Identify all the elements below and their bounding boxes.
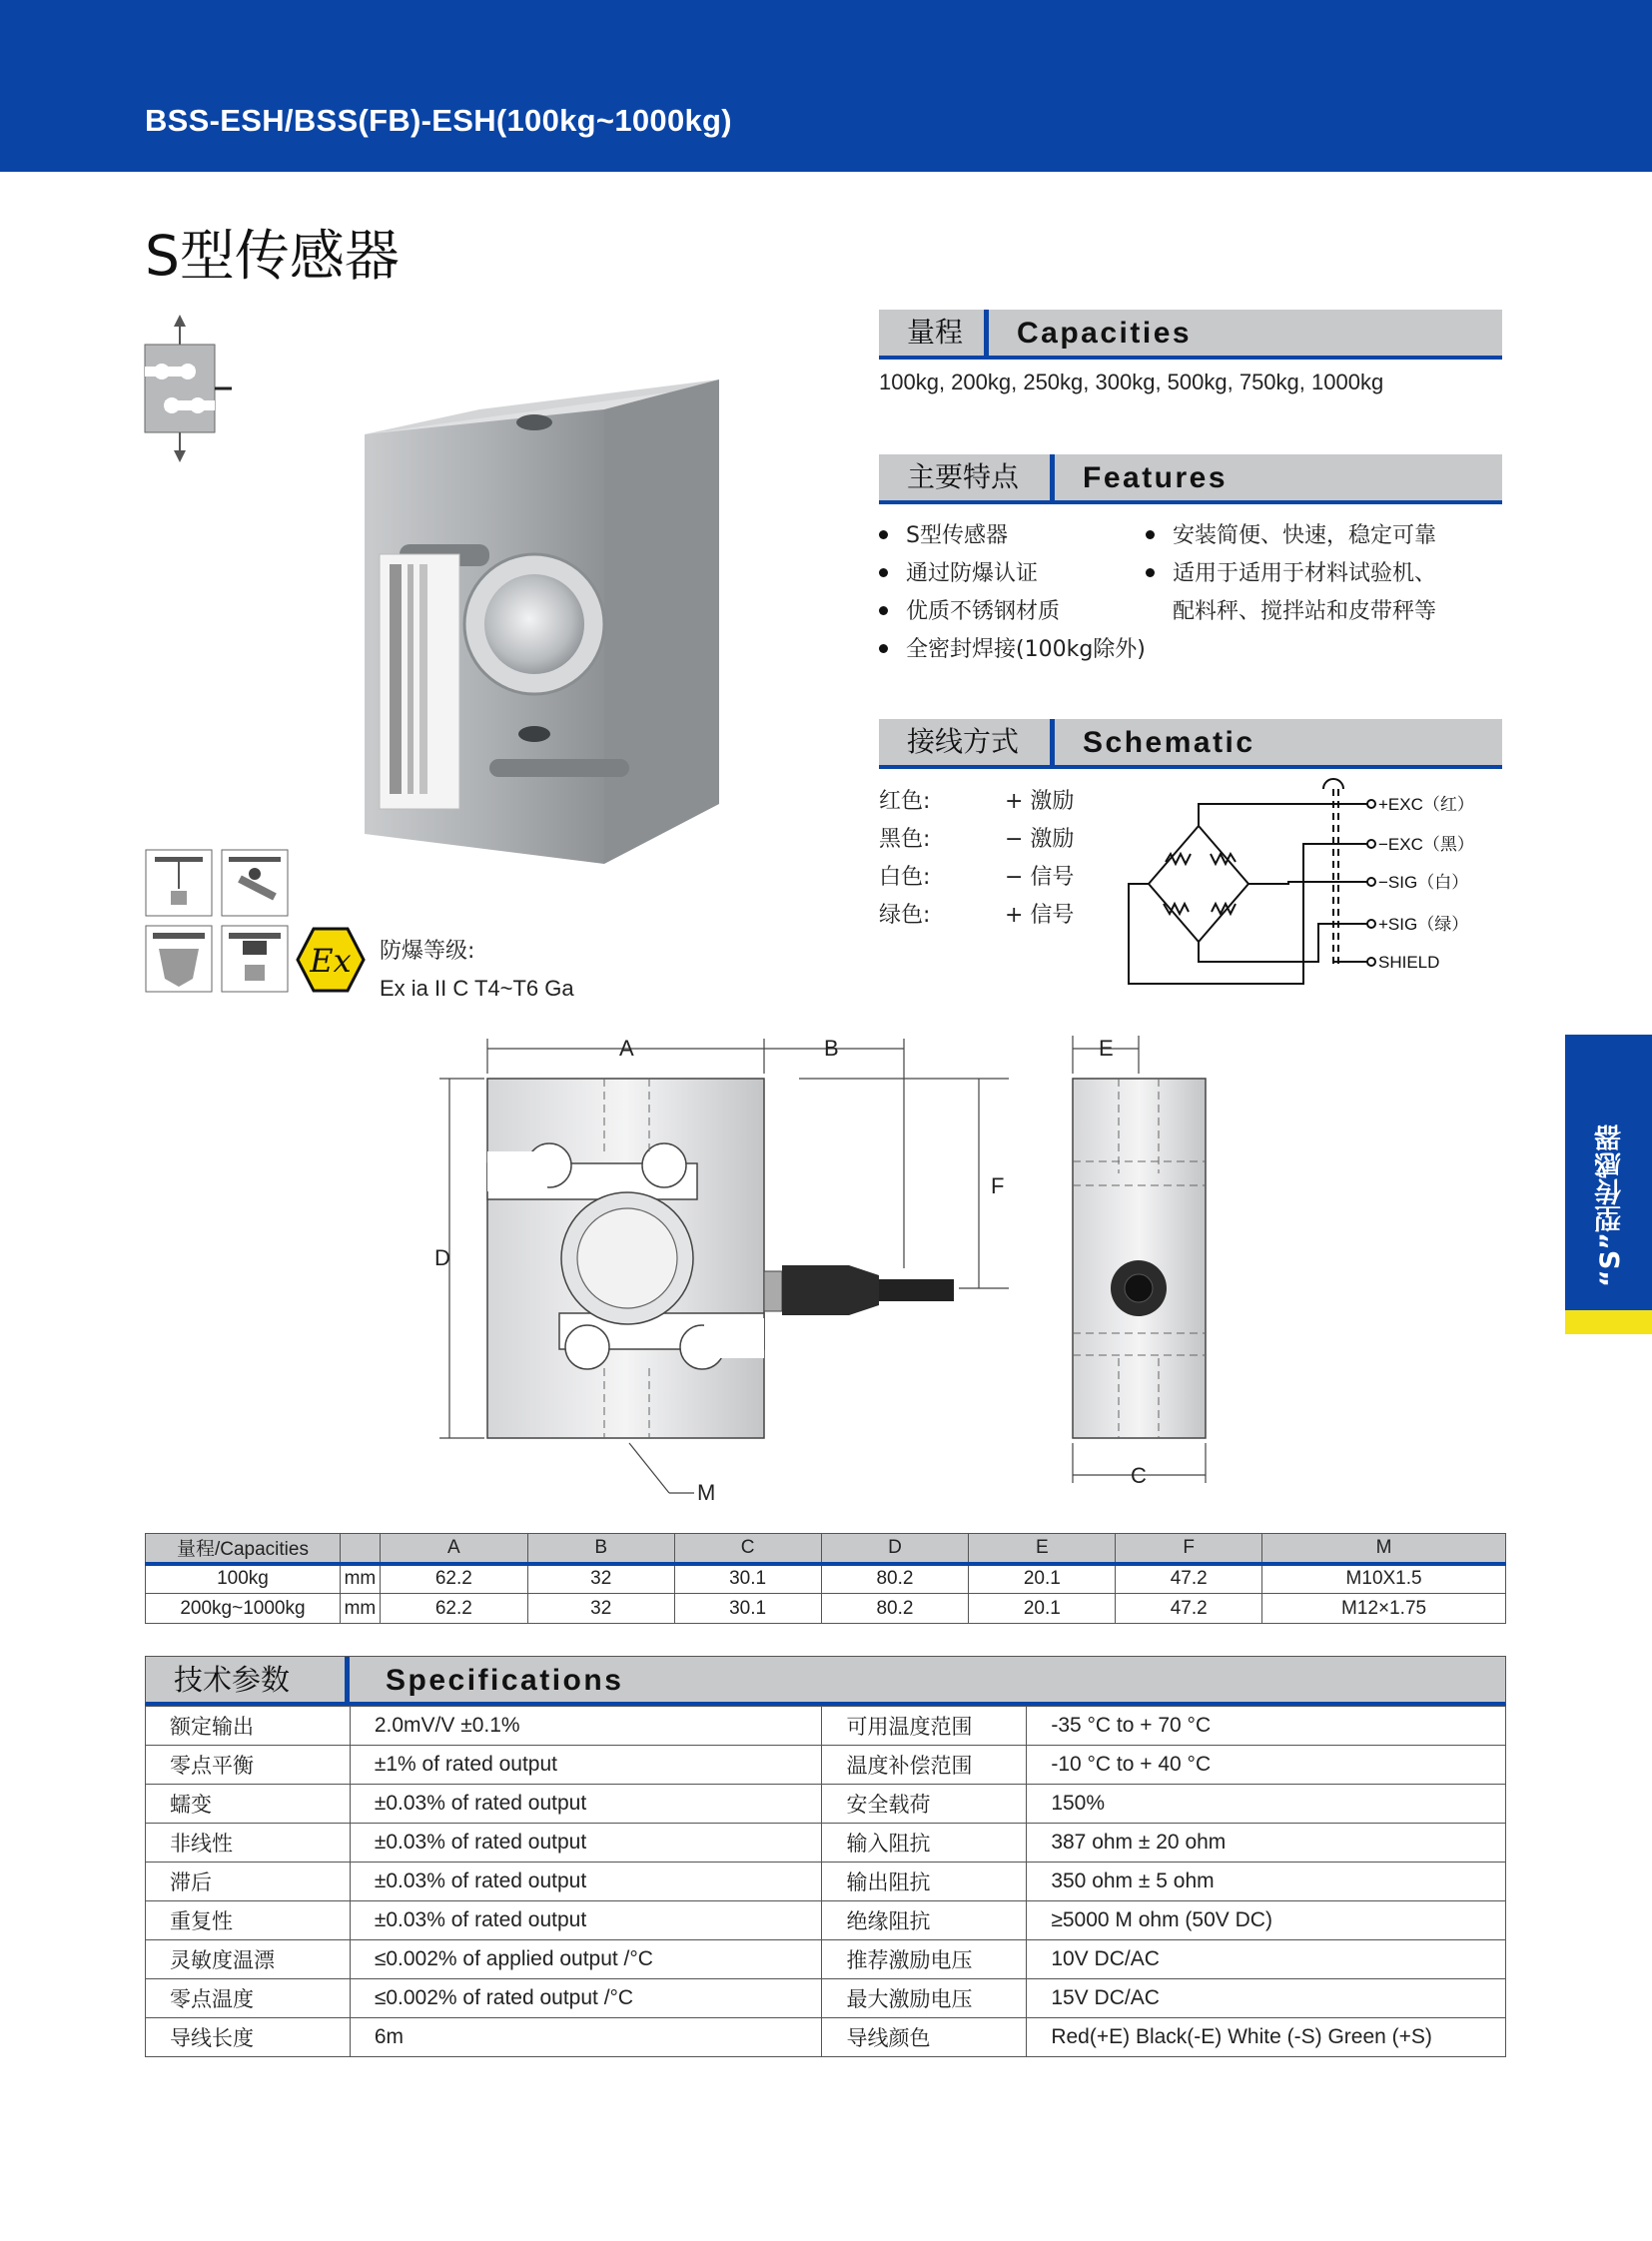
capacities-header — [879, 310, 1502, 360]
table-cell: mm — [340, 1594, 380, 1624]
spec-key: 温度补偿范围 — [822, 1746, 1027, 1785]
feature-item-continued: 配料秤、搅拌站和皮带秤等 — [1173, 599, 1437, 624]
spec-value: ±0.03% of rated output — [350, 1863, 822, 1901]
product-photo — [360, 365, 739, 864]
capacities-zh: 量程 — [879, 310, 989, 356]
terminal-sig-plus: +SIG（绿） — [1378, 915, 1469, 934]
usage-thumbnails — [145, 849, 290, 999]
table-row — [146, 1824, 1506, 1863]
dim-header-cell: B — [527, 1534, 674, 1564]
table-row — [146, 1979, 1506, 2018]
header-band — [0, 0, 1652, 172]
svg-text:F — [991, 1173, 1004, 1198]
feature-item: 优质不锈钢材质 — [879, 594, 1060, 625]
table-cell: 100kg — [146, 1564, 341, 1594]
dim-header-cell: E — [969, 1534, 1116, 1564]
dim-header-cell: F — [1116, 1534, 1262, 1564]
feature-item: 安装简便、快速，稳定可靠 — [1146, 518, 1436, 549]
table-cell: 80.2 — [821, 1594, 969, 1624]
features-en: Features — [1083, 461, 1229, 494]
svg-text:−SIG（白） — [1378, 873, 1468, 892]
explosion-label: 防爆等级: — [380, 939, 475, 964]
table-cell: 47.2 — [1116, 1594, 1262, 1624]
spec-value: ≥5000 M ohm (50V DC) — [1027, 1901, 1506, 1940]
spec-key: 滞后 — [146, 1863, 351, 1901]
capacities-value: 100kg, 200kg, 250kg, 300kg, 500kg, 750kg, 1000kg — [879, 370, 1384, 394]
table-cell: 62.2 — [380, 1594, 527, 1624]
spec-key: 导线长度 — [146, 2018, 351, 2057]
table-cell: 20.1 — [969, 1564, 1116, 1594]
table-cell: 200kg~1000kg — [146, 1594, 341, 1624]
side-tab-accent — [1565, 1310, 1652, 1334]
page-title: S型传感器 — [145, 224, 400, 288]
svg-text:+EXC（红） — [1378, 795, 1474, 814]
explosion-value: Ex ia II C T4~T6 Ga — [380, 976, 574, 1001]
terminal-exc-plus: +EXC（红） — [1378, 795, 1474, 814]
spec-value: Red(+E) Black(-E) White (-S) Green (+S) — [1027, 2018, 1506, 2057]
spec-value: ±1% of rated output — [350, 1746, 822, 1785]
table-cell: mm — [340, 1564, 380, 1594]
schematic-zh: 接线方式 — [879, 719, 1055, 765]
dim-header-cell: A — [380, 1534, 527, 1564]
spec-value: 15V DC/AC — [1027, 1979, 1506, 2018]
specifications-header — [145, 1656, 1506, 1706]
dim-label-b: B — [824, 1036, 839, 1061]
spec-value: 350 ohm ± 5 ohm — [1027, 1863, 1506, 1901]
spec-key: 额定输出 — [146, 1707, 351, 1746]
spec-value: 10V DC/AC — [1027, 1940, 1506, 1979]
feature-item: 适用于适用于材料试验机、 — [1146, 556, 1436, 587]
feature-item: 全密封焊接(100kg除外) — [879, 632, 1146, 663]
table-row — [146, 1564, 1506, 1594]
dim-header-cell — [340, 1534, 380, 1564]
dim-header-cell: D — [821, 1534, 969, 1564]
table-cell: 30.1 — [674, 1564, 821, 1594]
dimension-drawing — [419, 1014, 1239, 1513]
s-beam-load-icon — [140, 315, 240, 464]
table-cell: 80.2 — [821, 1564, 969, 1594]
schematic-header — [879, 719, 1502, 769]
specifications-en: Specifications — [386, 1664, 624, 1697]
table-cell: 30.1 — [674, 1594, 821, 1624]
spec-key: 零点平衡 — [146, 1746, 351, 1785]
dimension-table-header — [146, 1534, 1506, 1564]
table-cell: 32 — [527, 1594, 674, 1624]
spec-key: 重复性 — [146, 1901, 351, 1940]
spec-key: 零点温度 — [146, 1979, 351, 2018]
table-row — [146, 1746, 1506, 1785]
spec-value: 150% — [1027, 1785, 1506, 1824]
dim-header-cell: C — [674, 1534, 821, 1564]
side-tab — [1565, 1035, 1652, 1334]
dim-header-cell: M — [1262, 1534, 1506, 1564]
spec-key: 非线性 — [146, 1824, 351, 1863]
spec-key: 输出阻抗 — [822, 1863, 1027, 1901]
terminal-shield: SHIELD — [1378, 953, 1440, 972]
spec-key: 可用温度范围 — [822, 1707, 1027, 1746]
table-row — [146, 1940, 1506, 1979]
table-cell: M10X1.5 — [1262, 1564, 1506, 1594]
features-zh: 主要特点 — [879, 454, 1055, 500]
table-cell: M12×1.75 — [1262, 1594, 1506, 1624]
wheatstone-bridge-diagram — [1124, 774, 1503, 994]
ex-hexagon-icon — [296, 926, 366, 994]
spec-key: 蠕变 — [146, 1785, 351, 1824]
schematic-en: Schematic — [1083, 726, 1255, 759]
svg-text:B — [824, 1036, 839, 1061]
svg-text:A — [619, 1036, 634, 1061]
spec-value: -10 °C to + 40 °C — [1027, 1746, 1506, 1785]
ex-icon-text: Ex — [310, 942, 352, 980]
table-cell: 32 — [527, 1564, 674, 1594]
terminal-sig-minus: −SIG（白） — [1378, 873, 1469, 892]
svg-text:C — [1131, 1463, 1147, 1488]
table-row — [146, 2018, 1506, 2057]
spec-key: 最大激励电压 — [822, 1979, 1027, 2018]
table-row — [146, 1901, 1506, 1940]
spec-value: ≤0.002% of rated output /°C — [350, 1979, 822, 2018]
terminal-exc-minus: −EXC（黑） — [1378, 835, 1474, 854]
spec-key: 推荐激励电压 — [822, 1940, 1027, 1979]
dim-label-f: F — [991, 1173, 1005, 1198]
svg-text:Ex — [309, 942, 351, 980]
dim-label-m: M — [697, 1480, 716, 1505]
side-tab-label: “S”型传感器 — [1595, 1124, 1626, 1287]
table-row — [146, 1785, 1506, 1824]
spec-value: ≤0.002% of applied output /°C — [350, 1940, 822, 1979]
features-header — [879, 454, 1502, 504]
spec-key: 导线颜色 — [822, 2018, 1027, 2057]
spec-value: ±0.03% of rated output — [350, 1901, 822, 1940]
svg-text:E — [1099, 1036, 1114, 1061]
dim-label-e: E — [1099, 1036, 1114, 1061]
spec-key: 安全载荷 — [822, 1785, 1027, 1824]
spec-value: 2.0mV/V ±0.1% — [350, 1707, 822, 1746]
spec-value: 387 ohm ± 20 ohm — [1027, 1824, 1506, 1863]
table-row — [146, 1707, 1506, 1746]
spec-value: ±0.03% of rated output — [350, 1824, 822, 1863]
spec-key: 绝缘阻抗 — [822, 1901, 1027, 1940]
spec-value: -35 °C to + 70 °C — [1027, 1707, 1506, 1746]
table-cell: 47.2 — [1116, 1564, 1262, 1594]
dimension-table — [145, 1533, 1506, 1624]
spec-key: 灵敏度温漂 — [146, 1940, 351, 1979]
dim-label-c: C — [1131, 1463, 1147, 1488]
svg-text:M — [697, 1480, 715, 1505]
dim-header-cell: 量程/Capacities — [146, 1534, 341, 1564]
dim-label-d: D — [434, 1245, 450, 1270]
table-row — [146, 1863, 1506, 1901]
dim-label-a: A — [619, 1036, 634, 1061]
specifications-zh: 技术参数 — [146, 1657, 350, 1703]
spec-value: 6m — [350, 2018, 822, 2057]
svg-text:−EXC（黑） — [1378, 835, 1474, 854]
table-cell: 20.1 — [969, 1594, 1116, 1624]
svg-text:D — [434, 1245, 450, 1270]
table-cell: 62.2 — [380, 1564, 527, 1594]
spec-value: ±0.03% of rated output — [350, 1785, 822, 1824]
svg-text:+SIG（绿） — [1378, 915, 1468, 934]
specifications-table — [145, 1706, 1506, 2057]
spec-key: 输入阻抗 — [822, 1824, 1027, 1863]
capacities-en: Capacities — [1017, 317, 1193, 350]
svg-text:SHIELD — [1378, 953, 1439, 972]
feature-item: S型传感器 — [879, 518, 1008, 549]
table-row — [146, 1594, 1506, 1624]
feature-item: 通过防爆认证 — [879, 556, 1038, 587]
model-title: BSS-ESH/BSS(FB)-ESH(100kg~1000kg) — [145, 103, 732, 138]
